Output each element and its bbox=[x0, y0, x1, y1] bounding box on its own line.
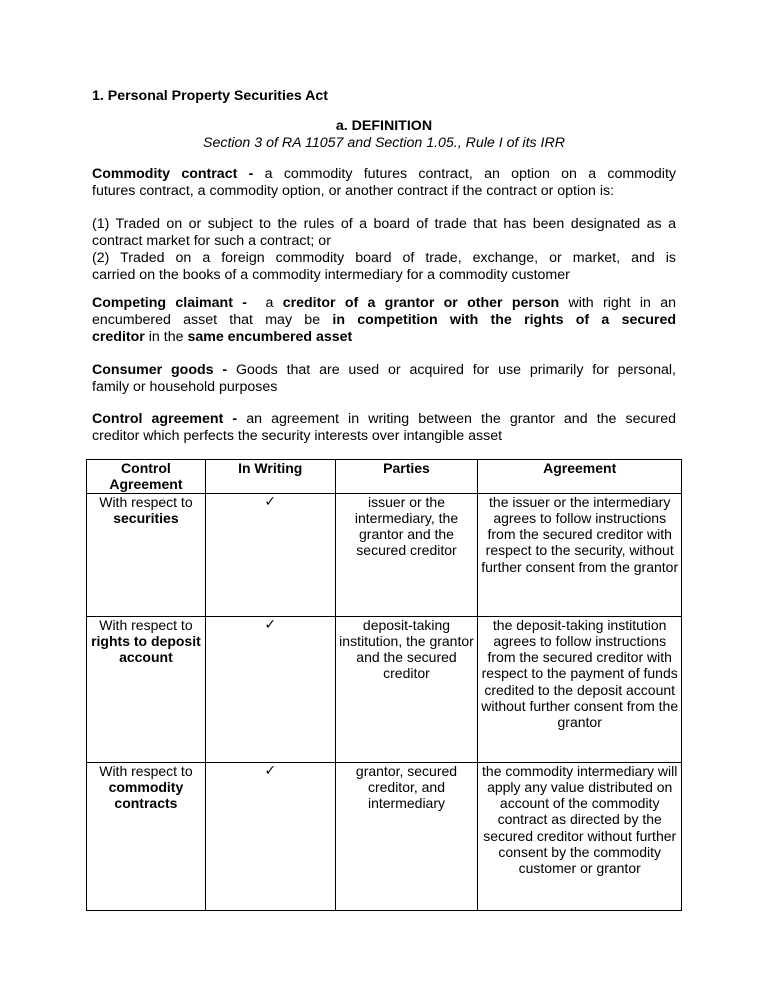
row-label: With respect to commodity contracts bbox=[87, 762, 206, 910]
definition-competing-claimant: Competing claimant - a creditor of a grantor or other person with right in an encumbered asset that may be in competition with the rights of a secured creditor in the same encumbered asset bbox=[92, 295, 676, 345]
column-header: Parties bbox=[335, 460, 478, 494]
check-icon: ✓ bbox=[205, 493, 335, 616]
list-item: (1) Traded on or subject to the rules of a board of trade that has been designated as a bbox=[92, 216, 676, 232]
section-title: a. DEFINITION bbox=[335, 118, 433, 134]
table-row bbox=[87, 616, 682, 762]
term-commodity-contract: Commodity contract - bbox=[92, 166, 254, 182]
term-control-agreement: Control agreement - bbox=[92, 411, 238, 427]
agreement-cell: the commodity intermediary will apply any value distributed on account of the commodity contract as directed by the secured creditor without further consent by the commodity customer or grantor bbox=[478, 762, 682, 910]
column-header: In Writing bbox=[205, 460, 335, 494]
term-consumer-goods: Consumer goods - bbox=[92, 362, 228, 378]
page-heading: 1. Personal Property Securities Act bbox=[92, 88, 329, 104]
parties-cell: grantor, secured creditor, and intermediary bbox=[335, 762, 478, 910]
parties-cell: deposit-taking institution, the grantor and the secured creditor bbox=[335, 616, 478, 762]
definition-control-agreement: Control agreement - an agreement in writing between the grantor and the secured creditor which perfects the security interests over intangible asset bbox=[92, 411, 676, 444]
column-header: Control Agreement bbox=[87, 460, 206, 494]
check-icon: ✓ bbox=[205, 616, 335, 762]
table-header-row bbox=[87, 460, 682, 494]
row-label: With respect to securities bbox=[87, 493, 206, 616]
column-header: Agreement bbox=[478, 460, 682, 494]
check-icon: ✓ bbox=[205, 762, 335, 910]
term-competing-claimant: Competing claimant - bbox=[92, 295, 247, 311]
table-row bbox=[87, 762, 682, 910]
table-row bbox=[87, 493, 682, 616]
definition-consumer-goods: Consumer goods - Goods that are used or acquired for use primarily for personal, family or household purposes bbox=[92, 362, 676, 395]
section-reference: Section 3 of RA 11057 and Section 1.05., Rule I of its IRR bbox=[203, 135, 565, 151]
row-label: With respect to rights to deposit account bbox=[87, 616, 206, 762]
definition-commodity-contract: Commodity contract - a commodity futures contract, an option on a commodity futures contract, a commodity option, or another contract if the contract or option is: bbox=[92, 166, 676, 199]
definition-commodity-contract-items: (1) Traded on or subject to the rules of a board of trade that has been designated as a contract market for such a contract; or (2) Traded on a foreign commodity board of trade, exchange, or market, and is carried on the books of a commodity intermediary for a commodity customer bbox=[92, 216, 676, 283]
parties-cell: issuer or the intermediary, the grantor and the secured creditor bbox=[335, 493, 478, 616]
agreement-cell: the deposit-taking institution agrees to follow instructions from the secured creditor with respect to the payment of funds credited to the deposit account without further consent from the grantor bbox=[478, 616, 682, 762]
control-agreement-table bbox=[86, 459, 682, 911]
agreement-cell: the issuer or the intermediary agrees to follow instructions from the secured creditor with respect to the security, without further consent from the grantor bbox=[478, 493, 682, 616]
list-item: (2) Traded on a foreign commodity board of trade, exchange, or market, and is bbox=[92, 250, 676, 266]
